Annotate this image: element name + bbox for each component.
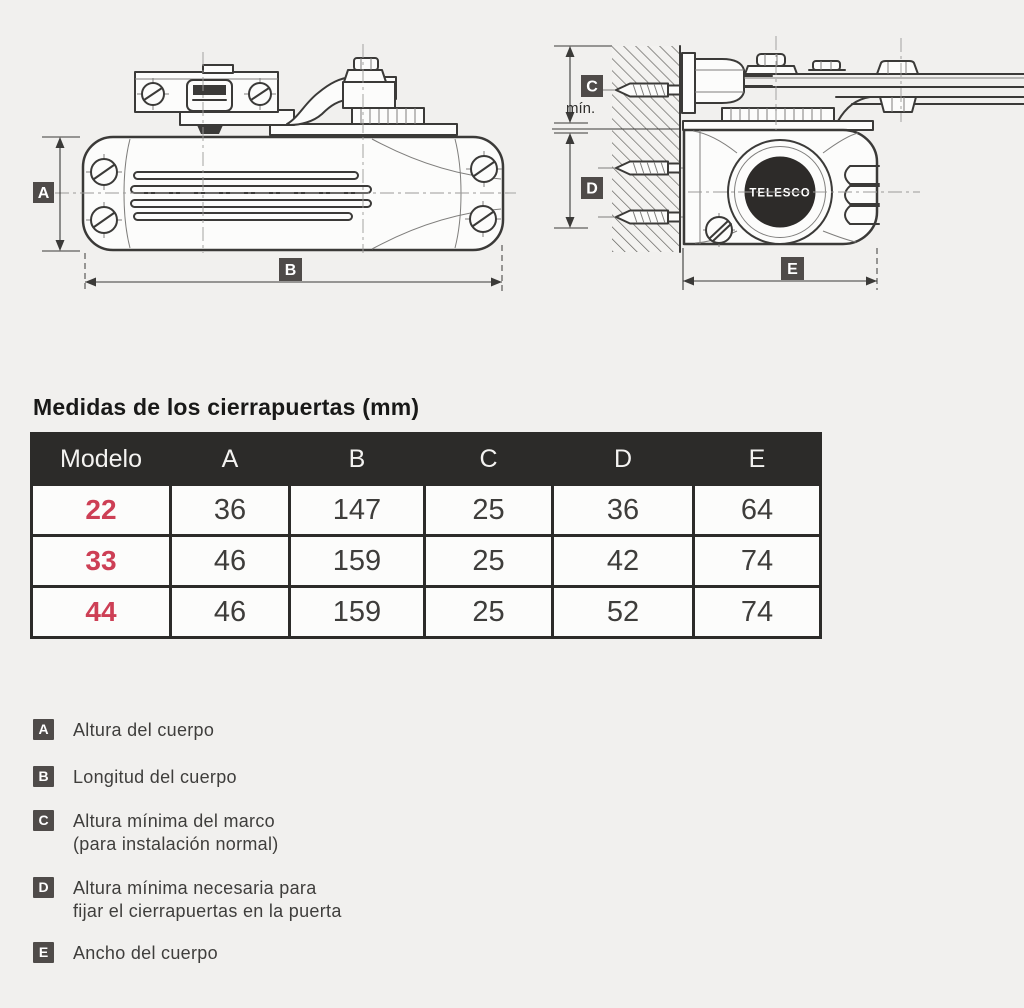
dim-value: 25: [425, 536, 553, 587]
dimension-d: [554, 133, 603, 228]
technical-drawings: [0, 0, 1024, 340]
legend-text-line: fijar el cierrapuertas en la puerta: [73, 901, 342, 921]
dimension-e: [683, 248, 877, 290]
legend-badge-c: C: [33, 810, 54, 831]
dim-label-e: E: [787, 261, 798, 278]
dim-value: 36: [171, 485, 290, 536]
closer-body-side: [83, 137, 503, 250]
arm-bolt: [745, 54, 797, 74]
min-label: mín.: [566, 100, 596, 117]
legend-badge-a: A: [33, 719, 54, 740]
dim-label-d: D: [586, 180, 598, 198]
dim-value: 64: [694, 485, 821, 536]
dimensions-table: [30, 432, 822, 639]
arm-cap: [809, 61, 845, 70]
dim-value: 46: [171, 536, 290, 587]
legend-item-a: [33, 719, 214, 742]
pivot-bolt: [343, 58, 395, 108]
legend-text-line: (para instalación normal): [73, 834, 279, 854]
dimension-a: [33, 137, 80, 251]
model-number: 44: [32, 587, 171, 638]
dim-value: 25: [425, 485, 553, 536]
mounting-arm-assembly: [135, 58, 457, 135]
plate-boss: [203, 65, 233, 73]
technical-drawings-svg: [0, 0, 1024, 340]
table-row: [32, 536, 821, 587]
legend-item-c: [33, 810, 279, 856]
dim-label-c: C: [586, 78, 598, 96]
dim-value: 42: [553, 536, 694, 587]
table-row: [32, 485, 821, 536]
arm-clamp: [187, 80, 232, 111]
col-header-c: C: [425, 434, 553, 485]
col-header-e: E: [694, 434, 821, 485]
closer-body-end: [684, 130, 879, 247]
dim-value: 147: [290, 485, 425, 536]
brand-text: TELESCO: [749, 187, 811, 200]
dim-value: 25: [425, 587, 553, 638]
section-title: Medidas de los cierrapuertas (mm): [33, 394, 420, 420]
dim-value: 159: [290, 536, 425, 587]
table-row: [32, 587, 821, 638]
legend-badge-e: E: [33, 942, 54, 963]
dim-value: 159: [290, 587, 425, 638]
model-number: 33: [32, 536, 171, 587]
legend-item-d: [33, 877, 342, 923]
body-top-plate: [683, 121, 873, 130]
legend-badge-d: D: [33, 877, 54, 898]
dim-label-b: B: [284, 262, 297, 279]
legend-text-line: Ancho del cuerpo: [73, 943, 218, 963]
dim-value: 46: [171, 587, 290, 638]
legend-item-b: [33, 766, 237, 789]
dim-value: 36: [553, 485, 694, 536]
col-header-b: B: [290, 434, 425, 485]
base-plate: [270, 124, 457, 135]
col-header-d: D: [553, 434, 694, 485]
dim-value: 74: [694, 536, 821, 587]
dim-value: 52: [553, 587, 694, 638]
dim-label-a: A: [37, 185, 50, 202]
closer-side-view: [33, 44, 516, 291]
legend-item-e: [33, 942, 218, 965]
legend-badge-b: B: [33, 766, 54, 787]
col-header-modelo: Modelo: [32, 434, 171, 485]
hex-nut-top: [877, 61, 918, 74]
hex-nut-bottom: [880, 97, 916, 112]
legend-text-line: Altura del cuerpo: [73, 720, 215, 740]
legend-text-line: Altura mínima del marco: [73, 811, 275, 831]
model-number: 22: [32, 485, 171, 536]
table-header-row: [32, 434, 821, 485]
dim-value: 74: [694, 587, 821, 638]
closer-end-view: [552, 36, 1024, 290]
dimension-c: [554, 46, 603, 123]
dimension-b: [85, 245, 502, 291]
legend-text-line: Longitud del cuerpo: [73, 767, 237, 787]
legend-text-line: Altura mínima necesaria para: [73, 878, 317, 898]
pinion-rack: [722, 108, 834, 121]
col-header-a: A: [171, 434, 290, 485]
